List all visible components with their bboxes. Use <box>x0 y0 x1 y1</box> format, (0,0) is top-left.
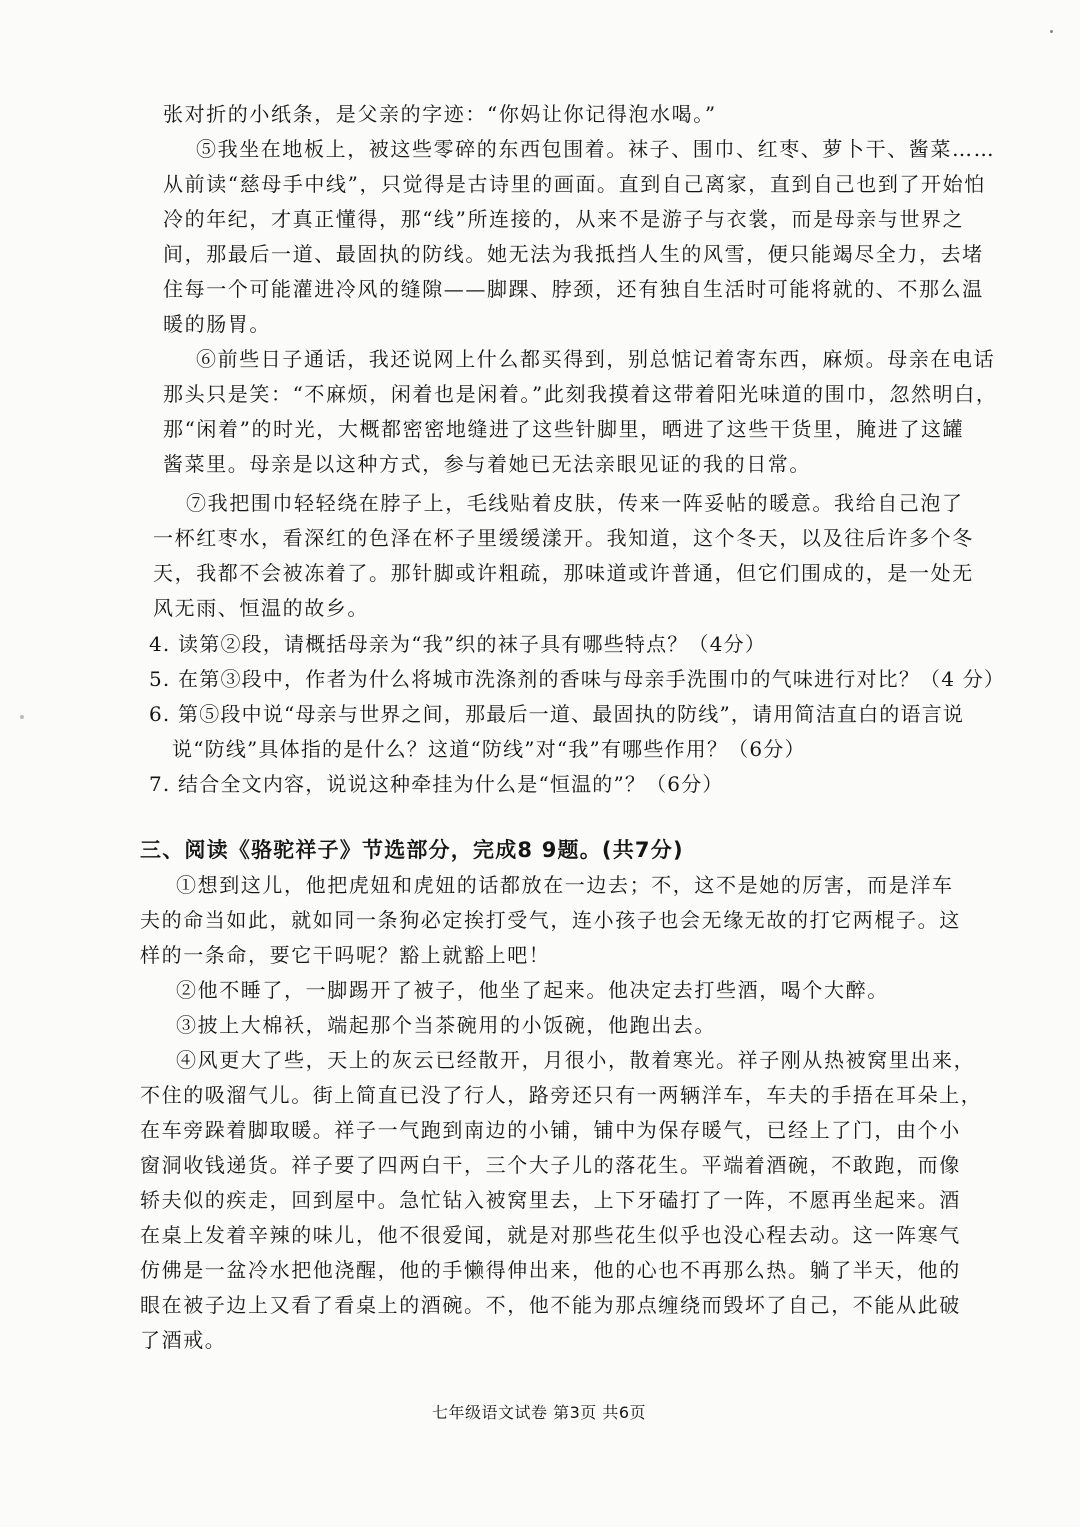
passage-line: 风无雨、恒温的故乡。 <box>153 596 369 620</box>
question-7: 7. 结合全文内容，说说这种牵挂为什么是“恒温的”？（6分） <box>149 772 724 796</box>
passage-line: ⑤我坐在地板上，被这些零碎的东西包围着。袜子、围巾、红枣、萝卜干、酱菜…… <box>196 137 996 161</box>
passage-line: 一杯红枣水，看深红的色泽在杯子里缓缓漾开。我知道，这个冬天，以及往后许多个冬 <box>153 526 974 550</box>
question-4: 4. 读第②段，请概括母亲为“我”织的袜子具有哪些特点？（4分） <box>149 632 767 656</box>
passage-line: 窗洞收钱递货。祥子要了四两白干，三个大子儿的落花生。平端着酒碗，不敢跑，而像 <box>140 1153 961 1177</box>
scan-speck <box>1050 30 1053 33</box>
passage-line: 那头只是笑：“不麻烦，闲着也是闲着。”此刻我摸着这带着阳光味道的围巾，忽然明白， <box>163 382 998 406</box>
scan-speck <box>20 715 24 719</box>
passage-line: 眼在被子边上又看了看桌上的酒碗。不，他不能为那点缠绕而毁坏了自己，不能从此破 <box>140 1293 961 1317</box>
passage-line: 冷的年纪，才真正懂得，那“线”所连接的，从来不是游子与衣裳，而是母亲与世界之 <box>163 207 965 231</box>
passage-line: ①想到这儿，他把虎妞和虎妞的话都放在一边去；不，这不是她的厉害，而是洋车 <box>176 873 954 897</box>
passage-line: 不住的吸溜气儿。街上简直已没了行人，路旁还只有一两辆洋车，车夫的手捂在耳朵上， <box>140 1083 983 1107</box>
passage-line: 住每一个可能灌进冷风的缝隙——脚踝、脖颈，还有独自生活时可能将就的、不那么温 <box>163 277 984 301</box>
passage-line: 暖的肠胃。 <box>163 312 271 336</box>
question-6-continued: 说“防线”具体指的是什么？这道“防线”对“我”有哪些作用？（6分） <box>172 737 806 761</box>
passage-line: 在桌上发着辛辣的味儿，他不很爱闻，就是对那些花生似乎也没心程去动。这一阵寒气 <box>140 1223 961 1247</box>
section-title: 三、阅读《骆驼祥子》节选部分，完成8 9题。(共7分) <box>140 838 684 862</box>
passage-line: 夫的命当如此，就如同一条狗必定挨打受气，连小孩子也会无缘无故的打它两棍子。这 <box>140 908 961 932</box>
passage-line: 仿佛是一盆冷水把他浇醒，他的手懒得伸出来，他的心也不再那么热。躺了半天，他的 <box>140 1258 961 1282</box>
passage-line: ③披上大棉袄，端起那个当茶碗用的小饭碗，他跑出去。 <box>176 1013 716 1037</box>
passage-line: 那“闲着”的时光，大概都密密地缝进了这些针脚里，晒进了这些干货里，腌进了这罐 <box>163 417 965 441</box>
passage-line: ⑦我把围巾轻轻绕在脖子上，毛线贴着皮肤，传来一阵妥帖的暖意。我给自己泡了 <box>186 491 964 515</box>
passage-line: ⑥前些日子通话，我还说网上什么都买得到，别总惦记着寄东西，麻烦。母亲在电话 <box>196 347 996 371</box>
passage-line: 了酒戒。 <box>140 1328 227 1352</box>
passage-line: ④风更大了些，天上的灰云已经散开，月很小，散着寒光。祥子刚从热被窝里出来， <box>176 1048 976 1072</box>
page-footer: 七年级语文试卷 第3页 共6页 <box>432 1403 647 1422</box>
passage-line: 轿夫似的疾走，回到屋中。急忙钻入被窝里去，上下牙磕打了一阵，不愿再坐起来。酒 <box>140 1188 961 1212</box>
passage-line: 间，那最后一道、最固执的防线。她无法为我抵挡人生的风雪，便只能竭尽全力，去堵 <box>163 242 984 266</box>
passage-line: 样的一条命，要它干吗呢？豁上就豁上吧！ <box>140 943 551 967</box>
question-5: 5. 在第③段中，作者为什么将城市洗涤剂的香味与母亲手洗围巾的气味进行对比？（4 分） <box>149 667 1006 691</box>
passage-line: 从前读“慈母手中线”，只觉得是古诗里的画面。直到自己离家，直到自己也到了开始怕 <box>163 172 986 196</box>
question-6: 6. 第⑤段中说“母亲与世界之间，那最后一道、最固执的防线”，请用简洁直白的语言说 <box>149 702 965 726</box>
passage-line: 酱菜里。母亲是以这种方式，参与着她已无法亲眼见证的我的日常。 <box>163 452 811 476</box>
passage-line: 在车旁跺着脚取暖。祥子一气跑到南边的小铺，铺中为保存暖气，已经上了门，由个小 <box>140 1118 961 1142</box>
passage-line: 天，我都不会被冻着了。那针脚或许粗疏，那味道或许普通，但它们围成的，是一处无 <box>153 561 974 585</box>
passage-line: 张对折的小纸条，是父亲的字迹：“你妈让你记得泡水喝。” <box>163 102 717 126</box>
passage-line: ②他不睡了，一脚踢开了被子，他坐了起来。他决定去打些酒，喝个大醉。 <box>176 978 889 1002</box>
